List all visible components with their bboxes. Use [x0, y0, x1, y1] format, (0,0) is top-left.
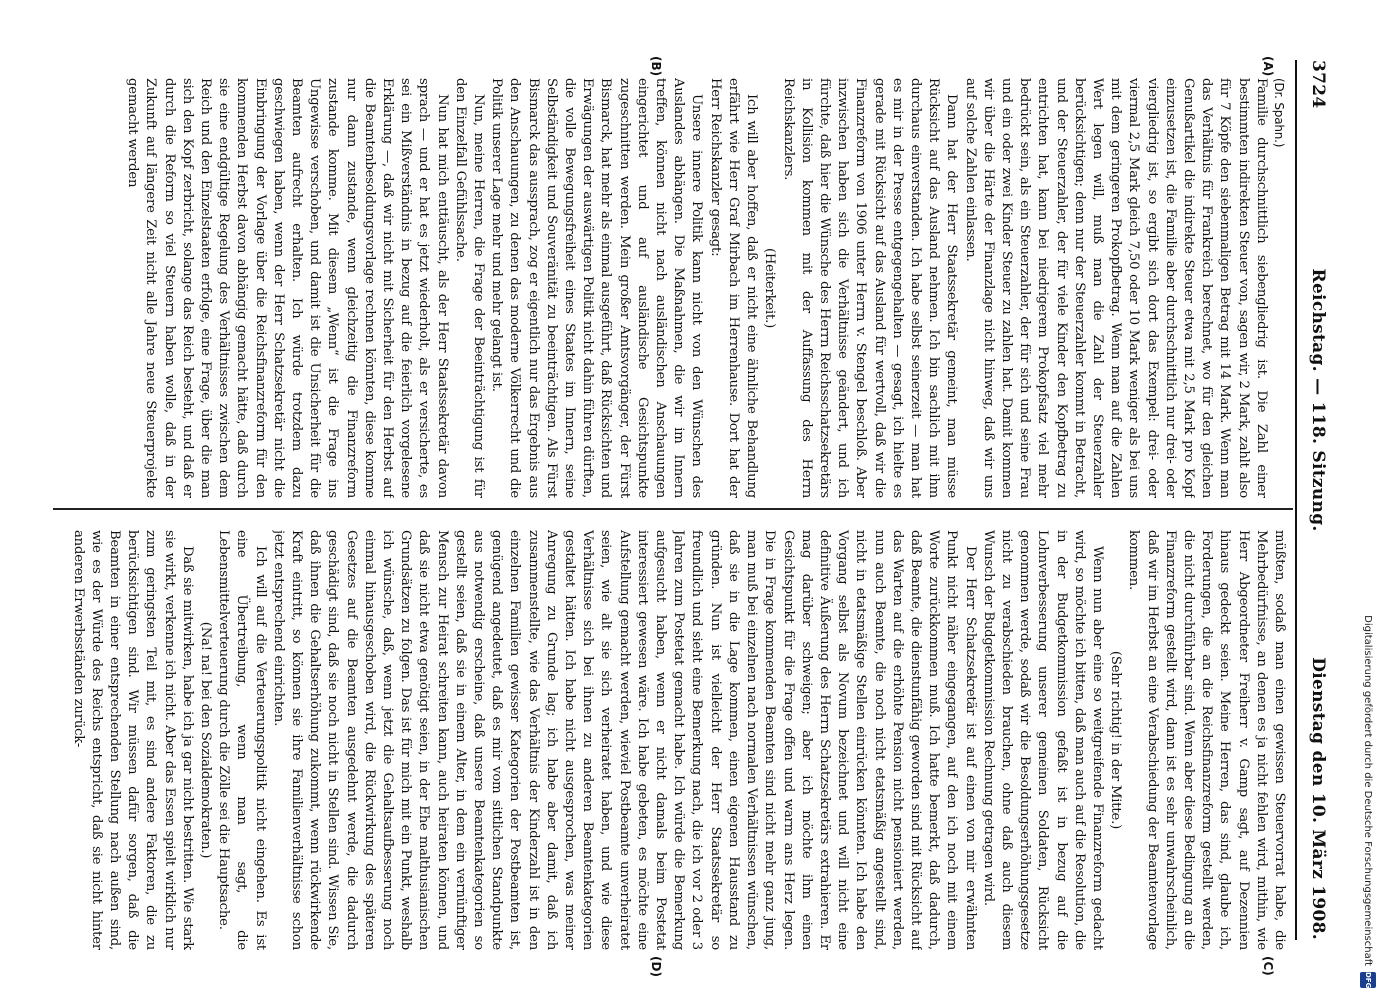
- session-date: Dienstag den 10. März 1908.: [1308, 657, 1328, 940]
- left-column: [58, 78, 1288, 498]
- paragraph: Dann hat der Herr Staatssekretär gemeint, man müsse Rücksicht auf das Ausland nehmen. Ich bin sachlich mit ihm durchaus einverstanden. Ich habe selbst seinerzeit — man hat es mir in der Presse entgegengehalten — gesagt, ich hielte es gerade mit Rücksicht auf das Ausland für wertvoll, daß wir die Finanzreform von 1906 unter Herrn v. Stengel beschloß. Aber inzwischen haben sich die Verhältnisse geändert, und ich fürchte, daß hier die Wünsche des Herrn Reichsschatzsekretärs in Kollision kommen mit der Auffassung des Herrn Reichskanzlers.: [780, 78, 960, 498]
- paragraph: Nun, meine Herren, die Frage der Beeinträchtigung ist für den Einzelfall Gefühlssache.: [452, 78, 487, 498]
- interjection: (Sehr richtig! in der Mitte.): [1108, 650, 1124, 830]
- page-number: 3724: [1308, 60, 1328, 109]
- session-title: Reichstag. — 118. Sitzung.: [1308, 268, 1328, 532]
- column-divider: [53, 508, 1293, 510]
- paragraph: Familie durchschnittlich siebengliedrig ist. Die Zahl einer bestimmten indirekten Steuer von, sagen wir, 2 Mark, zahlt also für 7 Köpfe den siebenmaligen Betrag mit 14 Mark. Wenn man das Verhältnis für Frankreich berechnet, wo für den gleichen Genußartikel die indirekte Steuer etwa mit 2,5 Mark pro Kopf einzusetzen ist, die Familie aber durchschnittlich nur drei- oder viergliedrig ist, so ergibt sich dort das Exempel: drei- oder viermal 2,5 Mark gleich 7,50 oder 10 Mark weniger als bei uns mit dem geringeren Prokopfbetrag. Wenn man auf die Zahlen Wert legen will, muß man die Zahl der Steuerzahler berücksichtigen; denn nur der Steuerzahler kommt in Betracht, und der Steuerzahler, der für viele Kinder den Kopfbetrag zu entrichten hat, kann bei niedrigerem Prokopfsatz viel mehr bedrückt sein, als ein Steuerzahler, der für sich und seine Frau und ein oder zwei Kinder Steuer zu zahlen hat. Damit kommen wir über die Härte der Finanzlage nicht hinweg, daß wir uns auf solche Zahlen einlassen.: [962, 78, 1269, 498]
- interjection: (Na! na! bei den Sozialdemokraten.): [198, 621, 214, 859]
- running-head: [1308, 60, 1328, 940]
- interjection: (Heiterkeit.): [762, 247, 778, 329]
- header-rule: [1295, 60, 1297, 940]
- paragraph: Der Herr Schatzsekretär ist auf einen von mir erwähnten Punkt nicht näher eingegangen, auf den ich noch mit einem Worte zurückkommen muß. Ich hatte bemerkt, daß dadurch, daß Beamte, die dienstunfähig geworden sind mit Rücksicht auf das Warten auf die erhöhte Pension nicht pensioniert werden, nun auch Beamte, die noch nicht etatsmäßig angestellt sind, nicht in etatsmäßige Stellen einrücken könnten. Ich habe den Vorgang selbst als Novum bezeichnet und will nicht eine definitive Äußerung des Herrn Schatzsekretärs extrahieren. Er mag darüber schweigen; aber ich möchte ihm einen Gesichtspunkt für die Frage offen und warm ans Herz legen. Die in Frage kommenden Beamten sind nicht mehr ganz jung, man muß bei einzelnen nach normalen Verhältnissen wünschen, daß sie in die Lage kommen, einen eigenen Hausstand zu gründen. Nun ist vielleicht der Herr Staatssekretär so freundlich und sieht eine Bemerkung nach, die ich vor 2 oder 3 Jahren zum Postetat gemacht habe. Ich würde die Bemerkung aufgesucht haben, wenn er nicht damals beim Postetat interessiert gewesen wäre. Ich habe gebeten, es möchte eine Aufstellung gemacht werden, wieviel Postbeamte unverheiratet seien, wie alt sie sich verheiratet haben, und wie diese Verhältnisse sich bei ihnen zu anderen Beamtenkategorien gestaltet hätten. Ich habe nicht ausgesprochen, was meiner Anregung zu Grunde lag; ich habe aber damit, daß ich zusammenstellte, wie das Verhältnis der Kinderzahl ist in den einzelnen Familien gewisser Kategorien der Postbeamten ist, genügend angedeutet, daß es mir vom sittlichen Standpunkte aus notwendig erscheine, daß unsere Beamtenkategorien so gestellt seien, daß sie in einem Alter, in dem ein vernünftiger Mensch zur Heirat schreiten kann, auch heiraten können, und daß sie nicht etwa genötigt seien, in der Ehe malthusianischen Grundsätzen zu folgen. Das ist für mich mit ein Punkt, weshalb ich wünsche, daß, wenn jetzt die Gehaltsaufbesserung noch einmal hinausgeschoben wird, die Rückwirkung des späteren Gesetzes auf die Beamten ausgedehnt werde, die dadurch geschädigt sind, daß sie noch nicht in Stellen sind. Wissen Sie, daß ihnen die Gehaltserhöhung zukommt, wenn rückwirkende Kraft eintritt, so können sie ihre Familienverhältnisse schon jetzt entsprechend einrichten.: [270, 530, 978, 950]
- speaker-label: (Dr. Spahn.): [1272, 78, 1286, 148]
- quotation: Unsere innere Politik kann nicht von den Wünschen des Auslandes abhängen. Die Maßnahmen, die wir im Innern treffen, können nicht nach ausländischen Anschauungen eingerichtet und auf ausländische Gesichtspunkte zugeschnitten werden. Mein großer Amtsvorgänger, der Fürst Bismarck, hat mehr als einmal ausgeführt, daß Rücksichten und Erwägungen der auswärtigen Politik nicht dahin führen dürften, die volle Bewegungsfreiheit eines Staates im Innern, seine Selbständigkeit und Souveränität zu beeinträchtigen. Als Fürst Bismarck das aussprach, zog er eigentlich nur das Ergebnis aus den Anschauungen, zu denen das moderne Völkerrecht und die Politik unserer Lage mehr und mehr gelangt ist.: [489, 78, 705, 498]
- paragraph: Ich will aber hoffen, daß er nicht eine ähnliche Behandlung erfährt wie Herr Graf Mirbach im Herrenhause. Dort hat der Herr Reichskanzler gesagt:: [707, 78, 760, 498]
- dfg-logo-icon: DFG: [1360, 972, 1376, 988]
- paragraph: Nun hat mich enttäuscht, als der Herr Staatssekretär davon sprach — und er hat es jetzt wiederholt, als er versicherte, es sei ein Mißverständnis in bezug auf die feierlich vorgelesene Erklärung —, daß wir nicht mit Sicherheit für den Herbst auf die Beamtenbesoldungsvorlage rechnen könnten, diese komme nur dann zustande, wenn gleichzeitig die Finanzreform zustande komme. Mit diesem „Wenn“ ist die Frage ins Ungewisse verschoben, und damit ist die Unsicherheit für die Beamten aufrecht erhalten. Ich würde trotzdem dazu geschwiegen haben, wenn der Herr Schatzsekretär nicht die Einbringung der Vorlage über die Reichsfinanzreform für den kommenden Herbst davon abhängig gemacht hätte, daß durch sie eine endgültige Regelung des Verhältnisses zwischen dem Reich und den Einzelstaaten erfolge, eine Frage, über die man sich den Kopf zerbricht, solange das Reich besteht, und daß er durch die Reform so viel Steuern haben wolle, daß in der Zukunft auf längere Zeit nicht alle Jahre neue Steuerprojekte gemacht werden: [125, 78, 450, 498]
- margin-mark-d: (D): [649, 956, 663, 977]
- credit-text: Digitalisierung gefördert durch die Deutsche Forschungsgemeinschaft: [1362, 615, 1374, 966]
- paragraph: Ich will auf die Verteuerungspolitik nicht eingehen. Es ist eine Übertreibung, wenn man sagt, die Lebensmittelverteuerung durch die Zölle sei die Hauptsache.: [216, 530, 268, 950]
- paragraph: müßten, sodaß man einen gewissen Steuervorrat habe, die Mehrbedürfnisse, an denen es ja nicht fehlen wird, mithin, wie Herr Abgeordneter Freiherr v. Gamp sagt, auf Dezennien hinaus gedeckt seien. Meine Herren, das sind, glaube ich, Forderungen, die an die Reichsfinanzreform gestellt werden, die nicht durchführbar sind. Wenn aber diese Bedingung an die Finanzreform gestellt wird, dann ist es sehr unwahrscheinlich, daß wir im Herbst an eine Verabschiedung der Beamtenvorlage kommen.: [1126, 530, 1287, 950]
- paragraph: Wenn nun aber eine so weitgreifende Finanzreform gedacht wird, so möchte ich bitten, daß man auch auf die Resolution, die in der Budgetkommission gefaßt ist in bezug auf die Lohnverbesserung unserer gemeinen Soldaten, Rücksicht genommen werde, sodaß wir die Besoldungserhöhungsgesetze nicht zu verabschieden brauchen, ohne daß auch diesem Wunsch der Budgetkommission Rechnung getragen wird.: [980, 530, 1105, 950]
- margin-mark-a: (A): [1261, 56, 1275, 77]
- digitization-credit: [1353, 0, 1383, 1000]
- paragraph: Daß sie mitwirken, habe ich ja gar nicht bestritten. Wie stark sie wirkt, verkenne ich nicht. Aber das Essen spielt wirklich nur zum geringsten Teil mit, es sind andere Faktoren, die zu berücksichtigen sind. Wir müssen dafür sorgen, daß die Beamten in einer entsprechenden Stellung nach außen sind, wie es der Würde des Reichs entspricht, daß sie nicht hinter anderen Erwerbsständen zurück-: [70, 530, 195, 950]
- margin-mark-c: (C): [1261, 956, 1275, 976]
- right-column: [58, 530, 1288, 950]
- margin-mark-b: (B): [649, 56, 663, 77]
